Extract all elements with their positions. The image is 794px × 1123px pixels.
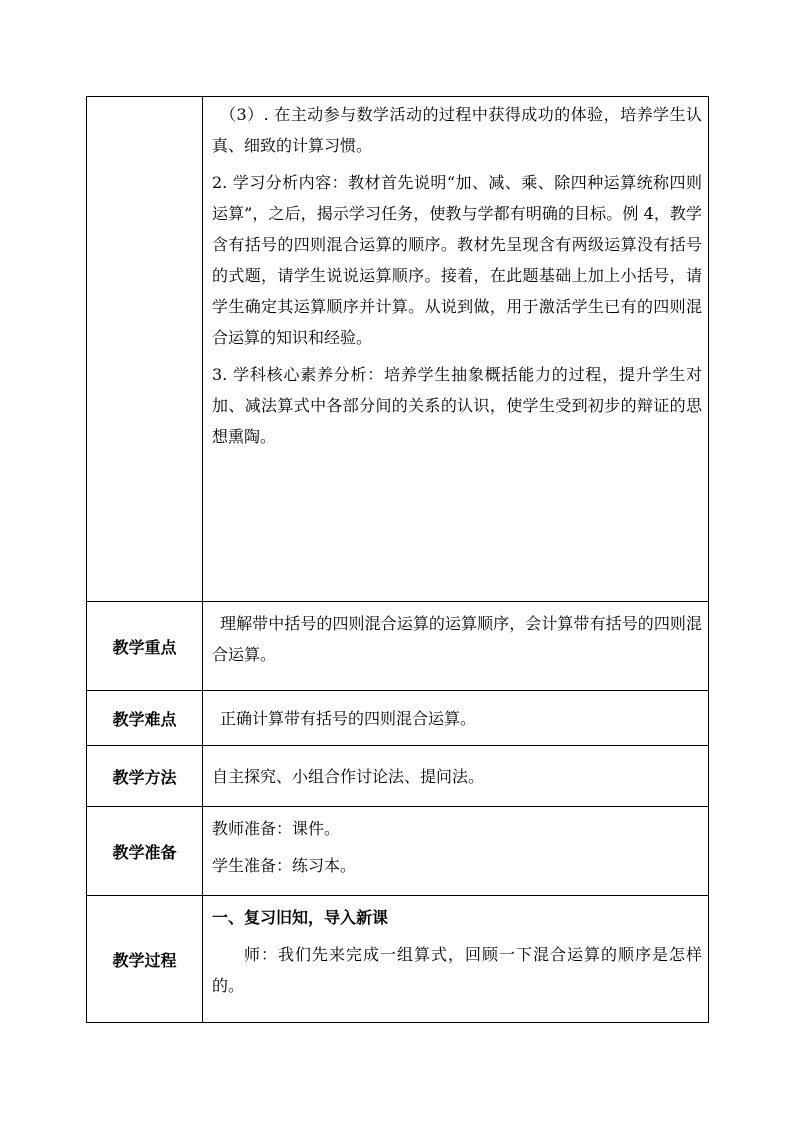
core-literacy-paragraph: 3. 学科核心素养分析：培养学生抽象概括能力的过程，提升学生对加、减法算式中各部分间的关系的认识，使学生受到初步的辩证的思想熏陶。 [212,365,702,446]
method-row [87,746,709,807]
difficulty-label: 教学难点 [87,691,203,746]
method-text: 自主探究、小组合作讨论法、提问法。 [212,766,485,786]
objectives-content-cell [203,97,709,602]
objectives-row [87,97,709,602]
learning-analysis-paragraph: 2. 学习分析内容：教材首先说明“加、减、乘、除四种运算统称四则运算”，之后，揭示学习任务，使教与学都有明确的目标。例 4，教学含有括号的四则混合运算的顺序。教材先呈现含有两级运算没有括号的式题，请学生说说运算顺序。接着，在此题基础上加上小括号，请学生确定其运算顺序并计算。从说到做，用于激活学生已有的四则混合运算的知识和经验。 [212,173,702,347]
difficulty-text: 正确计算带有括号的四则混合运算。 [220,708,477,728]
preparation-content-cell [203,807,709,896]
process-section-heading: 一、复习旧知，导入新课 [212,908,389,927]
objective-paragraph-3: （3）. 在主动参与数学活动的过程中获得成功的体验，培养学生认真、细致的计算习惯。 [212,105,702,155]
preparation-label: 教学准备 [87,807,203,896]
difficulty-row [87,691,709,746]
teacher-preparation-text: 教师准备：课件。 [212,819,341,838]
method-label: 教学方法 [87,746,203,807]
process-teacher-text: 师：我们先来完成一组算式，回顾一下混合运算的顺序是怎样的。 [212,945,702,995]
key-points-label: 教学重点 [87,602,203,691]
process-label: 教学过程 [87,896,203,1023]
student-preparation-text: 学生准备：练习本。 [212,856,357,875]
key-points-content-cell [203,602,709,691]
process-row [87,896,709,1023]
key-points-row [87,602,709,691]
difficulty-content-cell [203,691,709,746]
objectives-label-cell [87,97,203,602]
method-content-cell [203,746,709,807]
key-points-text: 理解带中括号的四则混合运算的运算顺序，会计算带有括号的四则混合运算。 [212,614,702,664]
process-content-cell [203,896,709,1023]
preparation-row [87,807,709,896]
lesson-plan-table [86,96,709,1023]
